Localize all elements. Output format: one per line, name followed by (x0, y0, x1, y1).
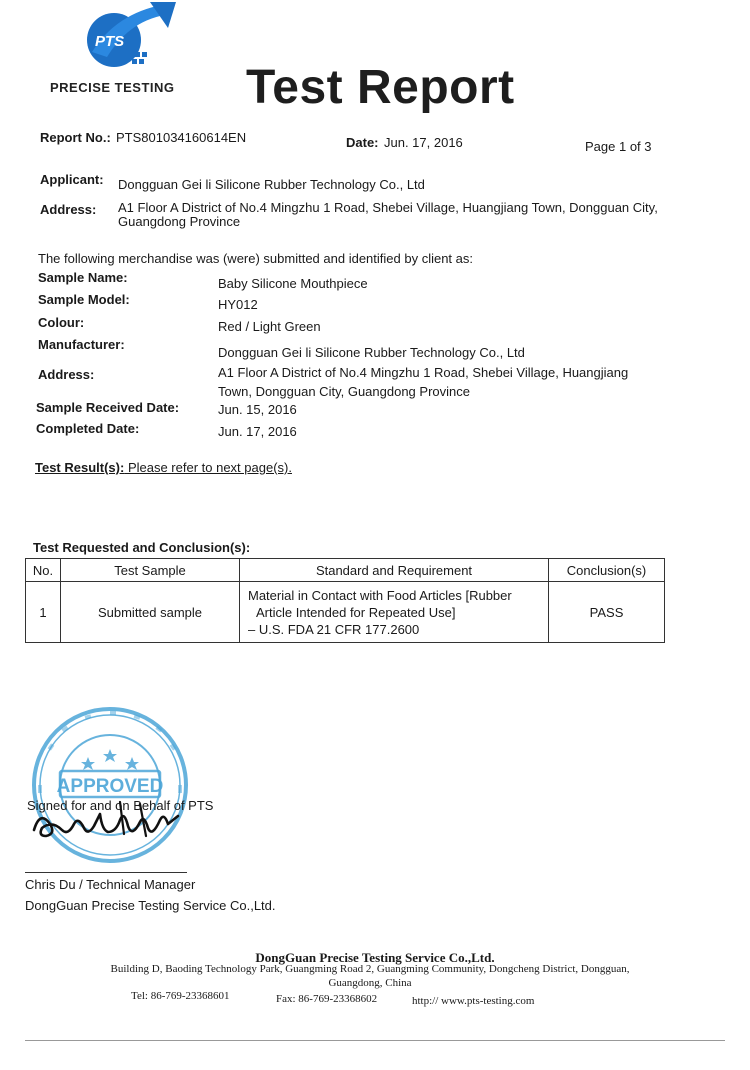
test-result-text: Please refer to next page(s). (124, 460, 292, 475)
date-label: Date: (346, 135, 379, 150)
completed-date-label: Completed Date: (36, 421, 140, 436)
footer-tel: Tel: 86-769-23368601 (131, 990, 230, 1002)
colour-value: Red / Light Green (218, 319, 321, 334)
row-standard (240, 582, 549, 643)
signature (28, 790, 188, 850)
logo-pts-text: PTS (95, 33, 125, 50)
footer-address-line2: Guangdong, China (328, 977, 412, 989)
merchandise-intro: The following merchandise was (were) submitted and identified by client as: (38, 251, 473, 266)
row-sample: Submitted sample (61, 582, 240, 643)
applicant-address-line2: Guangdong Province (118, 214, 241, 229)
received-date: Jun. 15, 2016 (218, 402, 297, 417)
col-standard: Standard and Requirement (240, 559, 549, 582)
col-no: No. (26, 559, 61, 582)
report-number: PTS801034160614EN (116, 130, 247, 145)
manufacturer-address-line2: Town, Dongguan City, Guangdong Province (218, 384, 470, 399)
row-no: 1 (26, 582, 61, 643)
sample-model: HY012 (218, 297, 258, 312)
applicant-label: Applicant: (40, 172, 104, 187)
conclusion-heading: Test Requested and Conclusion(s): (33, 540, 251, 555)
applicant-address-line1: A1 Floor A District of No.4 Mingzhu 1 Road, Shebei Village, Huangjiang Town, Dongguan City, (118, 200, 658, 215)
test-result-line (35, 460, 292, 475)
footer-fax: Fax: 86-769-23368602 (276, 993, 378, 1005)
row-conclusion: PASS (549, 582, 665, 643)
applicant-address-label: Address: (40, 202, 97, 217)
manufacturer-label: Manufacturer: (38, 337, 125, 352)
sample-model-label: Sample Model: (38, 292, 130, 307)
table-row (26, 582, 665, 643)
footer-divider (25, 1040, 725, 1041)
footer-address (60, 962, 680, 990)
signed-for-text: Signed for and on Behalf of PTS (27, 798, 214, 813)
conclusion-table (25, 558, 665, 643)
pts-logo (72, 2, 182, 74)
footer-web[interactable]: http:// www.pts-testing.com (412, 995, 535, 1007)
footer-company: DongGuan Precise Testing Service Co.,Ltd. (255, 950, 495, 965)
col-conclusion: Conclusion(s) (549, 559, 665, 582)
signer-name-title: Chris Du / Technical Manager (25, 877, 196, 892)
col-test-sample: Test Sample (61, 559, 240, 582)
signer-company: DongGuan Precise Testing Service Co.,Ltd. (25, 898, 276, 913)
signature-line (25, 872, 187, 873)
manufacturer-address-line1: A1 Floor A District of No.4 Mingzhu 1 Road, Shebei Village, Huangjiang (218, 365, 629, 380)
completed-date: Jun. 17, 2016 (218, 424, 297, 439)
footer-address-line1: Building D, Baoding Technology Park, Guangming Road 2, Guangming Community, Dongcheng District, Dongguan, (110, 963, 630, 975)
manufacturer-value: Dongguan Gei li Silicone Rubber Technology Co., Ltd (218, 345, 525, 360)
colour-label: Colour: (38, 315, 85, 330)
sample-name: Baby Silicone Mouthpiece (218, 276, 368, 291)
standard-line3: – U.S. FDA 21 CFR 177.2600 (248, 621, 420, 637)
report-number-label: Report No.: (40, 130, 111, 145)
sample-name-label: Sample Name: (38, 270, 128, 285)
received-date-label: Sample Received Date: (36, 400, 180, 415)
page-indicator: Page 1 of 3 (585, 139, 652, 154)
report-date: Jun. 17, 2016 (384, 135, 463, 150)
test-result-label: Test Result(s): (35, 460, 125, 475)
standard-line1: Material in Contact with Food Articles [Rubber (248, 587, 512, 603)
manufacturer-address-label: Address: (38, 367, 95, 382)
stamp-stars (81, 749, 139, 770)
stamp-text: APPROVED (56, 776, 164, 797)
table-header-row (26, 559, 665, 582)
applicant-name: Dongguan Gei li Silicone Rubber Technology Co., Ltd (118, 177, 425, 192)
page-title: Test Report (246, 61, 515, 114)
logo-caption: PRECISE TESTING (50, 80, 175, 95)
standard-line2: Article Intended for Repeated Use] (256, 604, 456, 620)
